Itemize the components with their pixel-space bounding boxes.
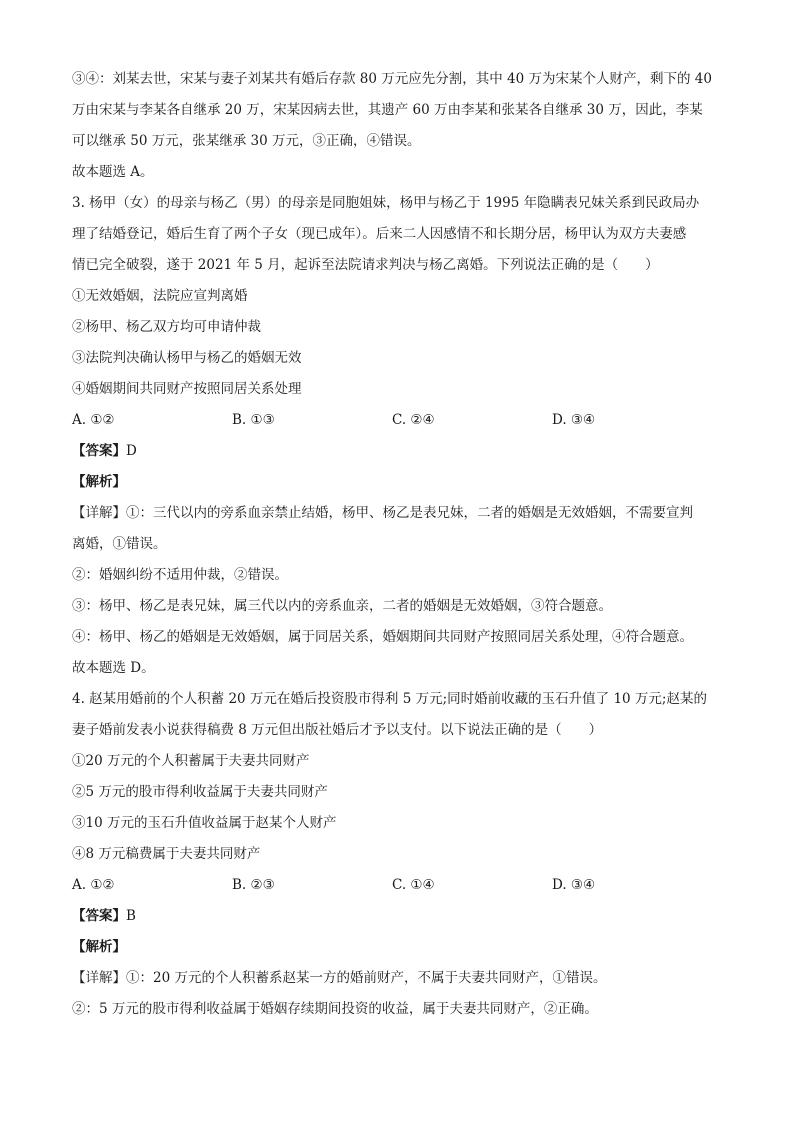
q4-stem-line: 4. 赵某用婚前的个人积蓄 20 万元在婚后投资股市得利 5 万元;同时婚前收藏的玉石升值了 10 万元;赵某的 [72, 691, 707, 707]
q3-answer-value: D [126, 443, 137, 459]
q4-item: ④8 万元稿费属于夫妻共同财产 [72, 846, 261, 862]
q4-item: ①20 万元的个人积蓄属于夫妻共同财产 [72, 753, 310, 769]
q4-option-a: A. ①② [72, 877, 115, 893]
q3-detail-line: ④：杨甲、杨乙的婚姻是无效婚姻，属于同居关系，婚姻期间共同财产按照同居关系处理，④符合题意。 [72, 629, 693, 645]
q3-analysis-label: 【解析】 [72, 474, 126, 490]
q3-answer [72, 436, 732, 467]
q4-item: ③10 万元的玉石升值收益属于赵某个人财产 [72, 815, 337, 831]
q4-detail-line: 【详解】①：20 万元的个人积蓄系赵某一方的婚前财产，不属于夫妻共同财产，①错误。 [72, 970, 607, 986]
q3-option-b: B. ①③ [232, 412, 275, 428]
q2-explanation-line: 可以继承 50 万元，张某继承 30 万元，③正确，④错误。 [72, 133, 421, 149]
q4-options [72, 870, 732, 901]
q4-detail-line: ②：5 万元的股市得利收益属于婚姻存续期间投资的收益，属于夫妻共同财产，②正确。 [72, 1001, 598, 1017]
q2-conclusion: 故本题选 A。 [72, 164, 154, 180]
q4-answer [72, 901, 732, 932]
q3-detail-line: ②：婚姻纠纷不适用仲裁，②错误。 [72, 567, 288, 583]
q3-stem-line: 3. 杨甲（女）的母亲与杨乙（男）的母亲是同胞姐妹，杨甲与杨乙于 1995 年隐瞒表兄妹关系到民政局办 [72, 195, 700, 211]
q3-analysis-heading [72, 467, 732, 498]
q3-option-a: A. ①② [72, 412, 115, 428]
q2-explanation-line: ③④：刘某去世，宋某与妻子刘某共有婚后存款 80 万元应先分割，其中 40 万为宋某个人财产，剩下的 40 [72, 71, 712, 87]
q3-option-d: D. ③④ [552, 412, 596, 428]
q4-option-b: B. ②③ [232, 877, 275, 893]
q3-item: ③法院判决确认杨甲与杨乙的婚姻无效 [72, 350, 302, 366]
q4-option-c: C. ①④ [392, 877, 435, 893]
q3-detail-line: 【详解】①：三代以内的旁系血亲禁止结婚，杨甲、杨乙是表兄妹，二者的婚姻是无效婚姻，不需要宣判 [72, 505, 693, 521]
q3-option-c: C. ②④ [392, 412, 435, 428]
q4-answer-value: B [126, 908, 136, 924]
q4-answer-label: 【答案】 [72, 908, 126, 924]
q4-analysis-heading [72, 932, 732, 963]
q4-analysis-label: 【解析】 [72, 939, 126, 955]
q3-options [72, 405, 732, 436]
q3-detail-line: ③：杨甲、杨乙是表兄妹，属三代以内的旁系血亲，二者的婚姻是无效婚姻，③符合题意。 [72, 598, 612, 614]
document-content [72, 64, 732, 1025]
q4-item: ②5 万元的股市得利收益属于夫妻共同财产 [72, 784, 328, 800]
q3-stem-line: 理了结婚登记，婚后生育了两个子女（现已成年）。后来二人因感情不和长期分居，杨甲认为双方夫妻感 [72, 226, 687, 242]
q4-option-d: D. ③④ [552, 877, 596, 893]
q3-item: ②杨甲、杨乙双方均可申请仲裁 [72, 319, 261, 335]
q3-answer-label: 【答案】 [72, 443, 126, 459]
q3-stem-line: 情已完全破裂，遂于 2021 年 5 月，起诉至法院请求判决与杨乙离婚。下列说法正确的是（ ） [72, 257, 659, 273]
q3-item: ④婚姻期间共同财产按照同居关系处理 [72, 381, 302, 397]
q3-detail-line: 离婚，①错误。 [72, 536, 167, 552]
q3-conclusion: 故本题选 D。 [72, 660, 155, 676]
q3-item: ①无效婚姻，法院应宣判离婚 [72, 288, 248, 304]
q2-explanation-line: 万由宋某与李某各自继承 20 万，宋某因病去世，其遗产 60 万由李某和张某各自继承 30 万，因此，李某 [72, 102, 703, 118]
q4-stem-line: 妻子婚前发表小说获得稿费 8 万元但出版社婚后才予以支付。以下说法正确的是（ ） [72, 722, 603, 738]
